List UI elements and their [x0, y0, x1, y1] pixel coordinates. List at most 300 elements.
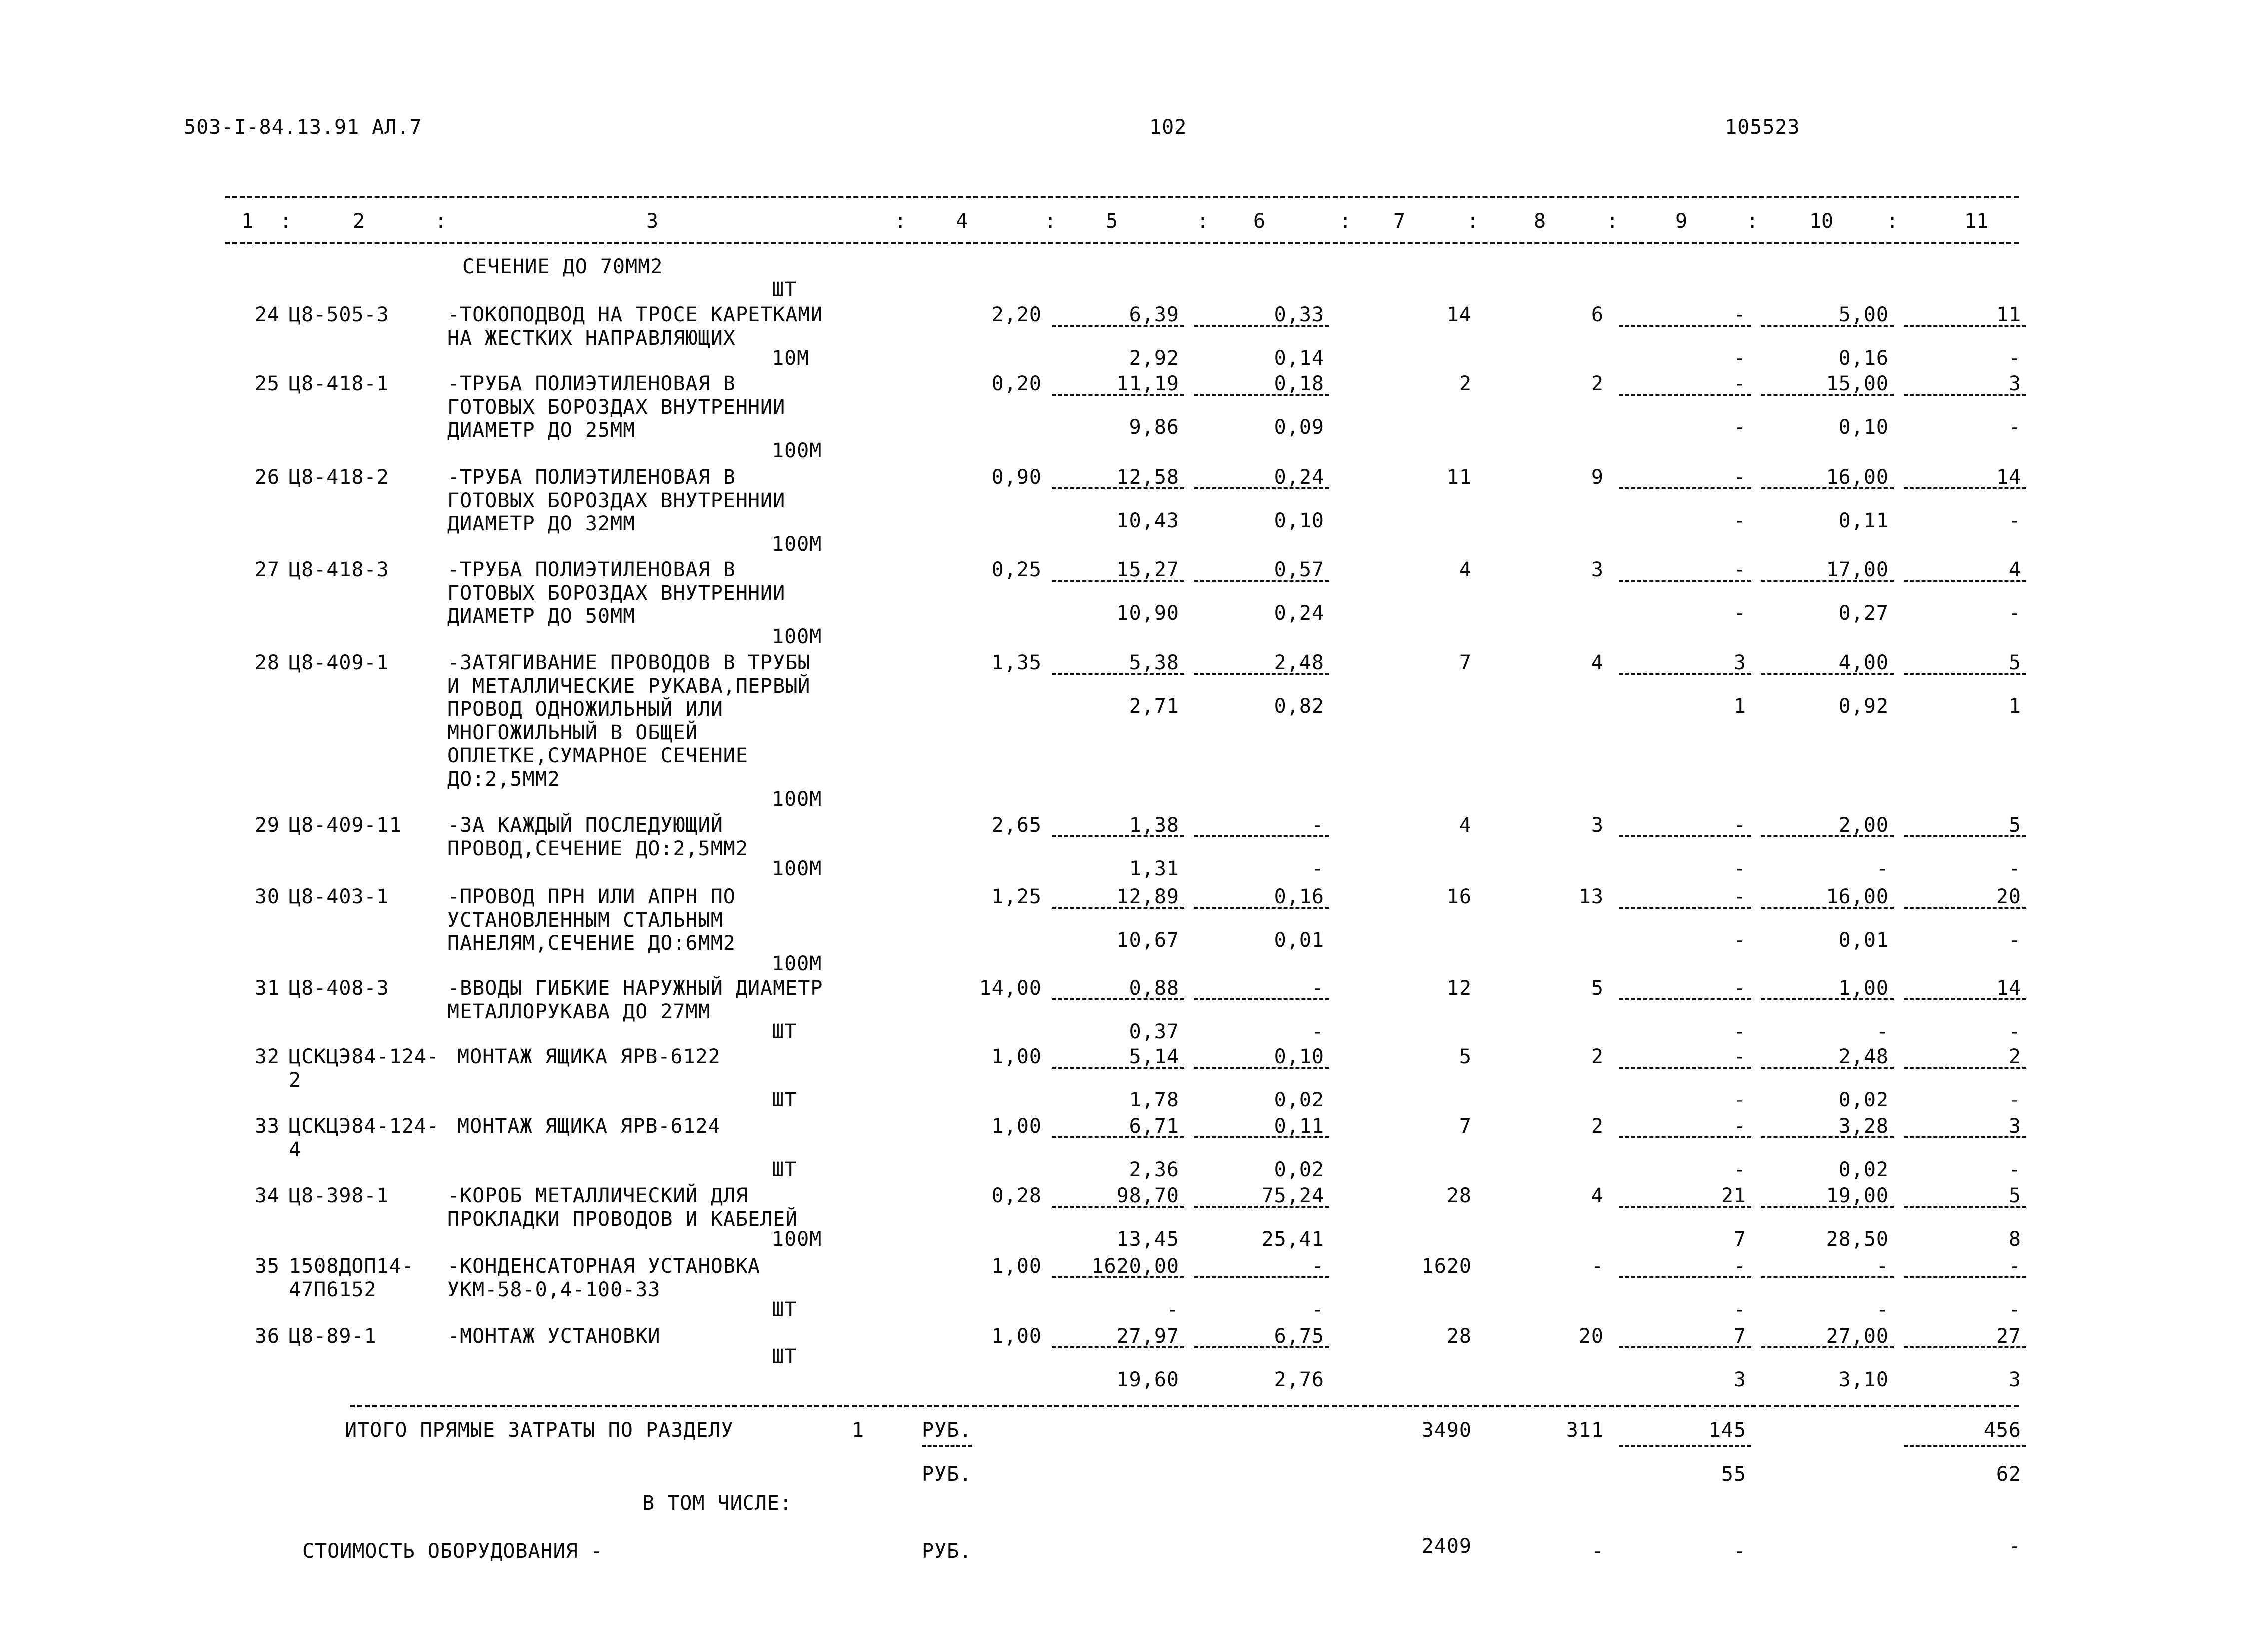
unit-cost-machines: 6,75	[1274, 1325, 1324, 1348]
row-number: 34	[254, 1184, 280, 1207]
total-cost: 7	[1459, 651, 1472, 674]
unit-cost-total: 1620,00	[1091, 1255, 1179, 1278]
labor-total: 5	[2008, 1184, 2021, 1207]
unit-of-measure: 100М	[772, 952, 822, 975]
unit-cost-total: 1,38	[1129, 814, 1179, 837]
rate-code: 47П6152	[289, 1278, 377, 1301]
total-cost: 12	[1446, 977, 1472, 1000]
equipment-basic-wage: -	[1591, 1540, 1604, 1563]
quantity: 1,00	[991, 1045, 1042, 1068]
machine-operation: -	[1733, 977, 1746, 1000]
total-basic-wage: 13	[1578, 885, 1604, 908]
fraction-rule	[1761, 325, 1894, 327]
row-number: 24	[254, 303, 280, 326]
work-description: ДО:2,5ММ2	[447, 767, 560, 791]
work-description: ПРОВОД,СЕЧЕНИЕ ДО:2,5ММ2	[447, 837, 748, 860]
row-number: 32	[254, 1045, 280, 1068]
fraction-rule	[1194, 487, 1329, 489]
column-separator: :	[435, 210, 447, 233]
machine-operation: -	[1733, 1115, 1746, 1138]
unit-wage: 13,45	[1116, 1228, 1179, 1251]
labor-total: 5	[2008, 651, 2021, 674]
unit-wage: 19,60	[1116, 1368, 1179, 1391]
total-basic-wage: 2	[1591, 1045, 1604, 1068]
fraction-rule	[1904, 1136, 2026, 1138]
unit-rule	[922, 1445, 972, 1447]
totals-unit-secondary: РУБ.	[922, 1463, 972, 1486]
unit-wage: 0,37	[1129, 1020, 1179, 1043]
column-header-3: 3	[646, 210, 659, 233]
work-description: ДИАМЕТР ДО 50ММ	[447, 605, 636, 628]
machinist-wage-total: 7	[1733, 1228, 1746, 1251]
work-description: МЕТАЛЛОРУКАВА ДО 27ММ	[447, 1000, 711, 1023]
unit-cost-total: 98,70	[1116, 1184, 1179, 1207]
labor-per-unit: 1,00	[1838, 977, 1889, 1000]
labor-machinists-total: -	[2008, 1020, 2021, 1043]
fraction-rule	[1619, 998, 1751, 1000]
total-cost: 11	[1446, 466, 1472, 489]
unit-cost-machines: 0,18	[1274, 372, 1324, 395]
rate-code: Ц8-418-3	[289, 558, 389, 581]
fraction-rule	[1761, 907, 1894, 909]
quantity: 1,00	[991, 1115, 1042, 1138]
fraction-rule	[1619, 673, 1751, 675]
machine-operation: 7	[1733, 1325, 1746, 1348]
total-basic-wage: 4	[1591, 1184, 1604, 1207]
fraction-rule	[1904, 487, 2026, 489]
unit-wage: 1,78	[1129, 1089, 1179, 1111]
work-description: УСТАНОВЛЕННЫМ СТАЛЬНЫМ	[447, 908, 723, 932]
machine-operation: -	[1733, 303, 1746, 326]
machinist-wage-total: -	[1733, 416, 1746, 439]
fraction-rule	[1904, 998, 2026, 1000]
work-description: УКМ-58-0,4-100-33	[447, 1278, 661, 1301]
labor-per-unit: 2,00	[1838, 814, 1889, 837]
work-description: ПАНЕЛЯМ,СЕЧЕНИЕ ДО:6ММ2	[447, 932, 736, 955]
quantity: 0,28	[991, 1184, 1042, 1207]
work-description: И МЕТАЛЛИЧЕСКИЕ РУКАВА,ПЕРВЫЙ	[447, 674, 811, 698]
machinist-wage-total: 1	[1733, 695, 1746, 718]
column-separator: :	[894, 210, 907, 233]
row-number: 28	[254, 651, 280, 674]
labor-total: -	[2008, 1255, 2021, 1278]
quantity: 14,00	[979, 977, 1042, 1000]
fraction-rule	[1194, 673, 1329, 675]
rate-code: Ц8-398-1	[289, 1184, 389, 1207]
fraction-rule	[1052, 394, 1184, 396]
fraction-rule	[1904, 325, 2026, 327]
labor-total: 5	[2008, 814, 2021, 837]
rate-code: Ц8-89-1	[289, 1325, 377, 1348]
fraction-rule	[1904, 673, 2026, 675]
rate-code: Ц8-409-1	[289, 651, 389, 674]
column-header-8: 8	[1533, 210, 1546, 233]
continuation-desc: СЕЧЕНИЕ ДО 70ММ2	[462, 255, 663, 278]
unit-of-measure: 100М	[772, 1228, 822, 1251]
work-description: МОНТАЖ ЯЩИКА ЯРВ-6122	[457, 1045, 721, 1068]
machinist-wage-total: -	[1733, 1020, 1746, 1043]
total-cost: 4	[1459, 558, 1472, 581]
equipment-cost-label: СТОИМОСТЬ ОБОРУДОВАНИЯ -	[302, 1540, 603, 1563]
unit-cost-machines: -	[1311, 814, 1324, 837]
unit-machinist-wage: -	[1311, 857, 1324, 880]
fraction-rule	[1619, 325, 1751, 327]
work-description: -КОНДЕНСАТОРНАЯ УСТАНОВКА	[447, 1255, 761, 1278]
fraction-rule	[1194, 835, 1329, 837]
fraction-rule	[1194, 394, 1329, 396]
labor-total: 14	[1996, 977, 2021, 1000]
fraction-rule	[1761, 1206, 1894, 1208]
column-separator: :	[1044, 210, 1057, 233]
column-header-6: 6	[1253, 210, 1266, 233]
total-basic-wage: -	[1591, 1255, 1604, 1278]
row-number: 36	[254, 1325, 280, 1348]
work-description: ГОТОВЫХ БОРОЗДАХ ВНУТРЕННИИ	[447, 489, 786, 512]
fraction-rule	[1194, 1276, 1329, 1278]
labor-machinists-unit: 0,02	[1838, 1089, 1889, 1111]
unit-machinist-wage: 0,09	[1274, 416, 1324, 439]
total-cost: 7	[1459, 1115, 1472, 1138]
row-number: 29	[254, 814, 280, 837]
quantity: 2,20	[991, 303, 1042, 326]
fraction-rule	[1194, 580, 1329, 582]
column-separator: :	[1606, 210, 1619, 233]
column-header-10: 10	[1809, 210, 1834, 233]
quantity: 0,20	[991, 372, 1042, 395]
row-number: 26	[254, 466, 280, 489]
column-header-2: 2	[352, 210, 365, 233]
work-description: ПРОВОД ОДНОЖИЛЬНЫЙ ИЛИ	[447, 698, 723, 721]
rate-code: Ц8-418-1	[289, 372, 389, 395]
fraction-rule	[1052, 580, 1184, 582]
equipment-labor: -	[2008, 1535, 2021, 1558]
work-description: ГОТОВЫХ БОРОЗДАХ ВНУТРЕННИИ	[447, 395, 786, 419]
labor-per-unit: -	[1876, 1255, 1889, 1278]
rate-code: Ц8-418-2	[289, 466, 389, 489]
work-description: -ТРУБА ПОЛИЭТИЛЕНОВАЯ В	[447, 466, 736, 489]
column-header-1: 1	[241, 210, 254, 233]
machine-operation: -	[1733, 558, 1746, 581]
labor-machinists-total: -	[2008, 602, 2021, 625]
work-description: ДИАМЕТР ДО 32ММ	[447, 512, 636, 535]
totals-section-number: 1	[852, 1419, 865, 1442]
unit-wage: -	[1166, 1298, 1179, 1321]
work-description: -ЗАТЯГИВАНИЕ ПРОВОДОВ В ТРУБЫ	[447, 651, 811, 674]
fraction-rule	[1619, 907, 1751, 909]
unit-of-measure: 10М	[772, 347, 810, 370]
column-separator: :	[1746, 210, 1759, 233]
labor-machinists-unit: -	[1876, 1298, 1889, 1321]
totals-machine-operation: 145	[1708, 1419, 1746, 1442]
labor-total: 4	[2008, 558, 2021, 581]
work-description: ГОТОВЫХ БОРОЗДАХ ВНУТРЕННИИ	[447, 581, 786, 605]
fraction-rule	[1194, 998, 1329, 1000]
labor-per-unit: 27,00	[1826, 1325, 1889, 1348]
total-cost: 14	[1446, 303, 1472, 326]
fraction-rule	[1194, 325, 1329, 327]
machinist-wage-total: -	[1733, 602, 1746, 625]
machinist-wage-total: -	[1733, 857, 1746, 880]
fraction-rule	[1052, 1136, 1184, 1138]
work-description: -ПРОВОД ПРН ИЛИ АПРН ПО	[447, 885, 736, 908]
total-cost: 28	[1446, 1325, 1472, 1348]
fraction-rule	[1904, 580, 2026, 582]
machinist-wage-total: -	[1733, 929, 1746, 952]
labor-machinists-unit: -	[1876, 1020, 1889, 1043]
rate-code: Ц8-409-11	[289, 814, 402, 837]
work-description: -ТРУБА ПОЛИЭТИЛЕНОВАЯ В	[447, 372, 736, 395]
totals-labor-machinists: 62	[1996, 1463, 2021, 1486]
labor-per-unit: 17,00	[1826, 558, 1889, 581]
unit-of-measure: 100М	[772, 439, 822, 462]
work-description: ПРОКЛАДКИ ПРОВОДОВ И КАБЕЛЕЙ	[447, 1207, 798, 1231]
labor-per-unit: 16,00	[1826, 885, 1889, 908]
unit-machinist-wage: 2,76	[1274, 1368, 1324, 1391]
labor-per-unit: 15,00	[1826, 372, 1889, 395]
column-separator: :	[1467, 210, 1479, 233]
work-description: ОПЛЕТКЕ,СУМАРНОЕ СЕЧЕНИЕ	[447, 744, 748, 767]
rate-code: 2	[289, 1068, 302, 1092]
unit-of-measure: 100М	[772, 857, 822, 880]
unit-machinist-wage: 0,02	[1274, 1089, 1324, 1111]
fraction-rule	[1904, 1276, 2026, 1278]
labor-machinists-unit: 0,01	[1838, 929, 1889, 952]
column-header-7: 7	[1393, 210, 1406, 233]
work-description: -МОНТАЖ УСТАНОВКИ	[447, 1325, 661, 1348]
labor-per-unit: 4,00	[1838, 651, 1889, 674]
column-header-4: 4	[955, 210, 968, 233]
fraction-rule	[1194, 1136, 1329, 1138]
labor-total: 3	[2008, 1115, 2021, 1138]
equipment-machine-operation: -	[1733, 1540, 1746, 1563]
fraction-rule	[1761, 673, 1894, 675]
total-basic-wage: 20	[1578, 1325, 1604, 1348]
rate-code: Ц8-408-3	[289, 977, 389, 1000]
unit-of-measure: ШТ	[772, 1298, 797, 1321]
labor-total: 11	[1996, 303, 2021, 326]
totals-rule	[350, 1405, 2019, 1407]
fraction-rule	[1052, 1276, 1184, 1278]
labor-per-unit: 19,00	[1826, 1184, 1889, 1207]
labor-machinists-total: -	[2008, 1089, 2021, 1111]
unit-cost-total: 0,88	[1129, 977, 1179, 1000]
fraction-rule	[1619, 487, 1751, 489]
fraction-rule	[1052, 673, 1184, 675]
unit-wage: 9,86	[1129, 416, 1179, 439]
totals-label: ИТОГО ПРЯМЫЕ ЗАТРАТЫ ПО РАЗДЕЛУ	[345, 1419, 734, 1442]
unit-of-measure: ШТ	[772, 1345, 797, 1368]
unit-wage: 2,71	[1129, 695, 1179, 718]
column-header-5: 5	[1105, 210, 1118, 233]
fraction-rule	[1761, 394, 1894, 396]
unit-of-measure: ШТ	[772, 1089, 797, 1111]
fraction-rule	[1194, 907, 1329, 909]
fraction-rule	[1052, 835, 1184, 837]
unit-cost-machines: 0,33	[1274, 303, 1324, 326]
fraction-rule	[1619, 1346, 1751, 1348]
unit-cost-machines: 2,48	[1274, 651, 1324, 674]
header-bottom-rule	[225, 242, 2019, 244]
page-number: 102	[1149, 116, 1187, 139]
unit-cost-total: 15,27	[1116, 558, 1179, 581]
fraction-rule	[1619, 1445, 1751, 1447]
fraction-rule	[1761, 487, 1894, 489]
total-cost: 16	[1446, 885, 1472, 908]
row-number: 31	[254, 977, 280, 1000]
row-number: 25	[254, 372, 280, 395]
fraction-rule	[1619, 1067, 1751, 1069]
machine-operation: -	[1733, 466, 1746, 489]
fraction-rule	[1619, 835, 1751, 837]
fraction-rule	[1904, 907, 2026, 909]
unit-machinist-wage: 0,10	[1274, 509, 1324, 532]
work-description: -ВВОДЫ ГИБКИЕ НАРУЖНЫЙ ДИАМЕТР	[447, 977, 823, 1000]
labor-machinists-total: -	[2008, 929, 2021, 952]
labor-per-unit: 2,48	[1838, 1045, 1889, 1068]
work-description: МНОГОЖИЛЬНЫЙ В ОБЩЕЙ	[447, 721, 698, 744]
column-separator: :	[1886, 210, 1899, 233]
unit-machinist-wage: 0,02	[1274, 1158, 1324, 1181]
fraction-rule	[1904, 1445, 2026, 1447]
labor-machinists-unit: 0,92	[1838, 695, 1889, 718]
totals-labor: 456	[1983, 1419, 2021, 1442]
unit-cost-machines: 0,16	[1274, 885, 1324, 908]
unit-cost-total: 6,39	[1129, 303, 1179, 326]
total-basic-wage: 2	[1591, 372, 1604, 395]
labor-machinists-unit: 28,50	[1826, 1228, 1889, 1251]
fraction-rule	[1052, 1346, 1184, 1348]
quantity: 1,00	[991, 1255, 1042, 1278]
unit-cost-total: 5,14	[1129, 1045, 1179, 1068]
unit-cost-total: 6,71	[1129, 1115, 1179, 1138]
quantity: 1,35	[991, 651, 1042, 674]
unit-wage: 10,90	[1116, 602, 1179, 625]
document-code: 503-I-84.13.91 АЛ.7	[184, 116, 422, 139]
machinist-wage-total: -	[1733, 1298, 1746, 1321]
total-basic-wage: 4	[1591, 651, 1604, 674]
machine-operation: 3	[1733, 651, 1746, 674]
labor-machinists-unit: 0,02	[1838, 1158, 1889, 1181]
labor-machinists-unit: 0,10	[1838, 416, 1889, 439]
machinist-wage-total: -	[1733, 1089, 1746, 1111]
unit-cost-machines: -	[1311, 977, 1324, 1000]
labor-total: 14	[1996, 466, 2021, 489]
unit-of-measure: ШТ	[772, 1020, 797, 1043]
machinist-wage-total: -	[1733, 509, 1746, 532]
unit-machinist-wage: 0,24	[1274, 602, 1324, 625]
unit-machinist-wage: -	[1311, 1020, 1324, 1043]
total-basic-wage: 5	[1591, 977, 1604, 1000]
labor-total: 27	[1996, 1325, 2021, 1348]
totals-unit: РУБ.	[922, 1419, 972, 1442]
including-label: В ТОМ ЧИСЛЕ:	[642, 1492, 792, 1515]
row-number: 33	[254, 1115, 280, 1138]
column-header-9: 9	[1675, 210, 1688, 233]
total-basic-wage: 3	[1591, 558, 1604, 581]
rate-code: Ц8-403-1	[289, 885, 389, 908]
fraction-rule	[1904, 394, 2026, 396]
equipment-total-cost: 2409	[1421, 1535, 1472, 1558]
unit-wage: 2,92	[1129, 347, 1179, 370]
row-number: 27	[254, 558, 280, 581]
fraction-rule	[1619, 394, 1751, 396]
fraction-rule	[1761, 580, 1894, 582]
fraction-rule	[1904, 835, 2026, 837]
unit-of-measure: 100М	[772, 532, 822, 555]
machine-operation: -	[1733, 1255, 1746, 1278]
quantity: 0,90	[991, 466, 1042, 489]
header-top-rule	[225, 196, 2019, 198]
unit-of-measure: ШТ	[772, 1158, 797, 1181]
unit-cost-machines: 0,10	[1274, 1045, 1324, 1068]
fraction-rule	[1761, 998, 1894, 1000]
unit-machinist-wage: 0,01	[1274, 929, 1324, 952]
labor-total: 20	[1996, 885, 2021, 908]
total-cost: 2	[1459, 372, 1472, 395]
fraction-rule	[1761, 1136, 1894, 1138]
total-basic-wage: 3	[1591, 814, 1604, 837]
quantity: 2,65	[991, 814, 1042, 837]
machinist-wage-total: 3	[1733, 1368, 1746, 1391]
machinist-wage-total: -	[1733, 1158, 1746, 1181]
labor-machinists-unit: 3,10	[1838, 1368, 1889, 1391]
work-description: -КОРОБ МЕТАЛЛИЧЕСКИЙ ДЛЯ	[447, 1184, 748, 1207]
machine-operation: -	[1733, 372, 1746, 395]
unit-machinist-wage: 0,82	[1274, 695, 1324, 718]
work-description: НА ЖЕСТКИХ НАПРАВЛЯЮЩИХ	[447, 326, 736, 350]
document-number: 105523	[1725, 116, 1800, 139]
labor-machinists-total: -	[2008, 347, 2021, 370]
labor-machinists-unit: -	[1876, 857, 1889, 880]
row-number: 30	[254, 885, 280, 908]
fraction-rule	[1052, 487, 1184, 489]
unit-of-measure: 100М	[772, 625, 822, 648]
column-header-11: 11	[1964, 210, 1989, 233]
totals-total-cost: 3490	[1421, 1419, 1472, 1442]
machine-operation: 21	[1721, 1184, 1746, 1207]
fraction-rule	[1904, 1206, 2026, 1208]
totals-machinist-wage: 55	[1721, 1463, 1746, 1486]
labor-per-unit: 3,28	[1838, 1115, 1889, 1138]
fraction-rule	[1619, 580, 1751, 582]
equipment-unit: РУБ.	[922, 1540, 972, 1563]
labor-total: 2	[2008, 1045, 2021, 1068]
machine-operation: -	[1733, 814, 1746, 837]
rate-code: ЦСКЦЭ84-124-	[289, 1045, 439, 1068]
unit-wage: 2,36	[1129, 1158, 1179, 1181]
row-number: 35	[254, 1255, 280, 1278]
fraction-rule	[1052, 325, 1184, 327]
total-cost: 1620	[1421, 1255, 1472, 1278]
fraction-rule	[1619, 1276, 1751, 1278]
fraction-rule	[1052, 907, 1184, 909]
unit-cost-total: 5,38	[1129, 651, 1179, 674]
totals-basic-wage: 311	[1566, 1419, 1604, 1442]
column-separator: :	[280, 210, 292, 233]
labor-per-unit: 16,00	[1826, 466, 1889, 489]
unit-cost-total: 11,19	[1116, 372, 1179, 395]
labor-machinists-total: -	[2008, 1298, 2021, 1321]
fraction-rule	[1052, 1206, 1184, 1208]
quantity: 1,00	[991, 1325, 1042, 1348]
fraction-rule	[1619, 1206, 1751, 1208]
fraction-rule	[1052, 1067, 1184, 1069]
unit-wage: 1,31	[1129, 857, 1179, 880]
unit-machinist-wage: 0,14	[1274, 347, 1324, 370]
work-description: ДИАМЕТР ДО 25ММ	[447, 419, 636, 442]
unit-wage: 10,67	[1116, 929, 1179, 952]
quantity: 0,25	[991, 558, 1042, 581]
